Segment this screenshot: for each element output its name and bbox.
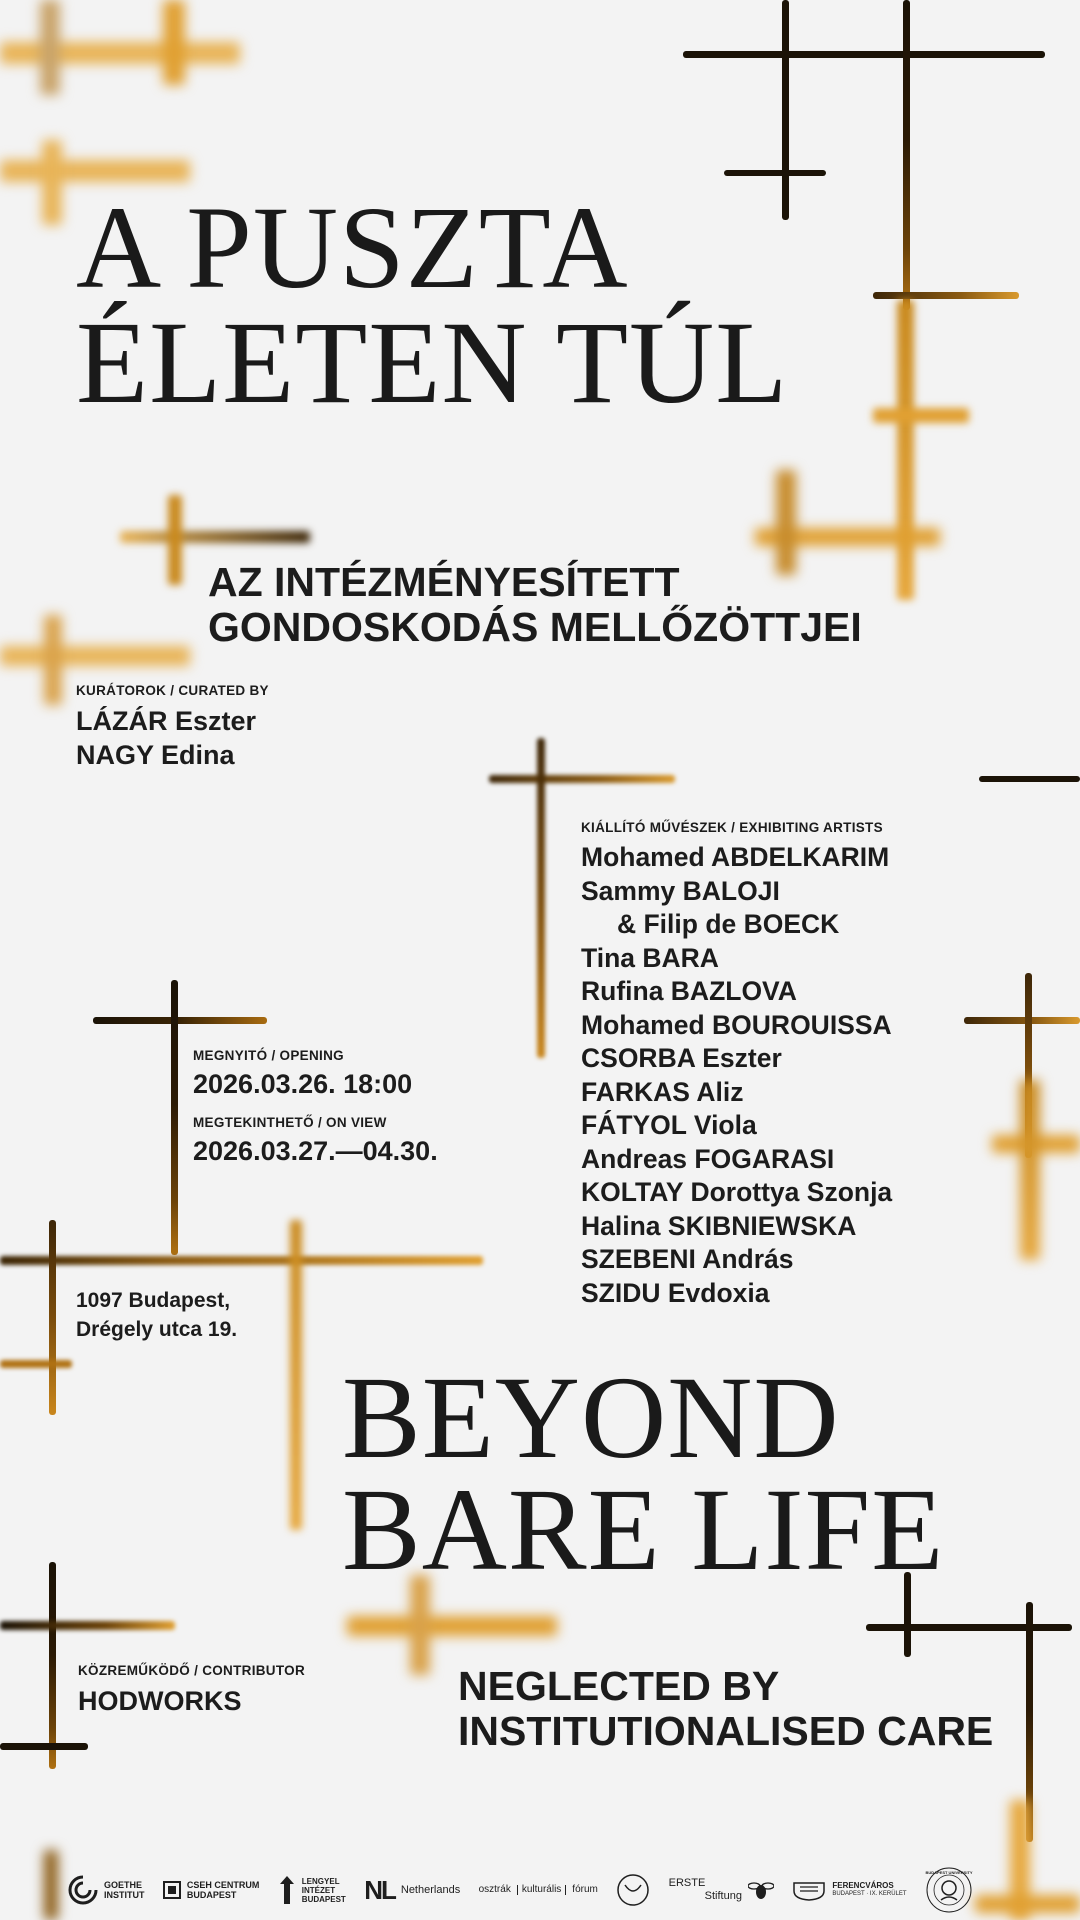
curator-name: LÁZÁR Eszter xyxy=(76,706,257,736)
artists-block xyxy=(581,820,892,1310)
contributor-name: HODWORKS xyxy=(78,1686,242,1716)
bee-icon xyxy=(748,1879,774,1901)
ferencvaros-text: FERENCVÁROS xyxy=(832,1881,894,1890)
goethe-text: INSTITUT xyxy=(104,1890,145,1900)
artist-name: KOLTAY Dorottya Szonja xyxy=(581,1177,893,1207)
cross-bar xyxy=(0,1621,175,1630)
artist-name: Mohamed ABDELKARIM xyxy=(581,842,890,872)
address-line: Drégely utca 19. xyxy=(76,1318,238,1341)
netherlands-text: Netherlands xyxy=(400,1884,461,1896)
subtitle-english-line: INSTITUTIONALISED CARE xyxy=(458,1708,994,1754)
cross-bar xyxy=(975,1895,1080,1913)
cross-bar xyxy=(42,140,62,225)
on-view-dates: 2026.03.27.—04.30. xyxy=(193,1136,438,1166)
goethe-text: GOETHE xyxy=(104,1880,143,1890)
cross-bar xyxy=(537,738,545,1058)
erste-text: ERSTE xyxy=(668,1877,706,1889)
title-hungarian-line: ÉLETEN TÚL xyxy=(76,297,789,428)
artist-name: SZEBENI András xyxy=(581,1244,794,1274)
cross-bar xyxy=(0,42,240,64)
polish-institute-logo xyxy=(278,1874,346,1906)
cross-bar xyxy=(171,980,178,1255)
dates-block xyxy=(193,1048,438,1182)
artist-name: FARKAS Aliz xyxy=(581,1076,744,1107)
university-seal-icon xyxy=(925,1866,973,1914)
goethe-icon xyxy=(68,1875,98,1905)
cross-bar xyxy=(0,1743,88,1750)
czech-centre-icon xyxy=(163,1881,181,1899)
address-block xyxy=(76,1286,237,1344)
title-hungarian-line: A PUSZTA xyxy=(76,182,629,313)
contributor-label: KÖZREMŰKÖDŐ / CONTRIBUTOR xyxy=(78,1663,305,1678)
cross-bar xyxy=(290,1220,302,1530)
cross-bar xyxy=(964,1017,1080,1024)
austrian-cultural-forum-logo xyxy=(479,1885,598,1895)
czech-centre-text: BUDAPEST xyxy=(186,1890,237,1900)
netherlands-logo xyxy=(364,1877,460,1903)
goethe-logo xyxy=(68,1875,145,1905)
artist-name: Sammy BALOJI xyxy=(581,875,780,906)
address-line: 1097 Budapest, xyxy=(76,1289,231,1312)
opening-date: 2026.03.26. 18:00 xyxy=(193,1069,413,1099)
ferencvaros-logo xyxy=(792,1879,906,1901)
czech-centre-logo xyxy=(163,1880,260,1900)
cross-bar xyxy=(903,0,910,310)
cross-bar xyxy=(163,0,185,85)
on-view-label: MEGTEKINTHETŐ / ON VIEW xyxy=(193,1115,387,1130)
polish-institute-text: BUDAPEST xyxy=(301,1894,346,1904)
cross-bar xyxy=(40,0,60,95)
contributor-block xyxy=(78,1663,305,1718)
subtitle-english-line: NEGLECTED BY xyxy=(458,1663,780,1709)
title-english xyxy=(342,1352,945,1595)
cross-bar xyxy=(0,1256,483,1265)
university-seal-logo xyxy=(925,1866,973,1914)
cross-bar xyxy=(873,408,969,423)
subtitle-hungarian-line: GONDOSKODÁS MELLŐZÖTTJEI xyxy=(208,604,862,650)
opening-label: MEGNYITÓ / OPENING xyxy=(193,1048,344,1063)
circle-m-icon xyxy=(616,1873,650,1907)
austrian-text: fórum xyxy=(572,1884,598,1895)
erste-text: Stiftung xyxy=(704,1890,742,1902)
cross-bar xyxy=(897,300,914,600)
netherlands-mark: NL xyxy=(364,1875,395,1905)
erste-stiftung-logo xyxy=(669,1877,774,1903)
polish-institute-icon xyxy=(278,1874,296,1906)
cross-bar xyxy=(44,1850,58,1920)
cross-bar xyxy=(489,775,675,783)
cross-bar xyxy=(979,776,1080,782)
polish-institute-text: INTÉZET xyxy=(301,1885,336,1895)
cross-bar xyxy=(0,1360,72,1368)
cross-bar xyxy=(1020,1080,1040,1260)
czech-centre-text: CSEH CENTRUM xyxy=(186,1880,260,1890)
subtitle-hungarian-line: AZ INTÉZMÉNYESÍTETT xyxy=(208,559,680,605)
artist-name: SZIDU Evdoxia xyxy=(581,1277,770,1308)
ferencvaros-text: BUDAPEST · IX. KERÜLET xyxy=(832,1891,907,1897)
title-english-line: BARE LIFE xyxy=(342,1464,945,1595)
artists-label: KIÁLLÍTÓ MŰVÉSZEK / EXHIBITING ARTISTS xyxy=(581,820,883,835)
coat-of-arms-icon xyxy=(792,1879,826,1901)
austrian-text: kulturális xyxy=(517,1885,566,1895)
curators-block xyxy=(76,683,269,772)
subtitle-hungarian xyxy=(208,560,862,650)
sponsor-logos xyxy=(68,1864,973,1916)
polish-institute-text: LENGYEL xyxy=(301,1876,340,1886)
title-hungarian xyxy=(76,182,789,428)
artist-name: Andreas FOGARASI xyxy=(581,1143,835,1174)
cross-bar xyxy=(347,1616,557,1636)
cross-bar xyxy=(49,1562,56,1769)
cross-bar xyxy=(49,1220,56,1415)
artist-name: Halina SKIBNIEWSKA xyxy=(581,1210,857,1241)
cross-bar xyxy=(0,160,190,182)
cross-bar xyxy=(873,292,1019,299)
cross-bar xyxy=(683,51,1045,58)
curators-label: KURÁTOROK / CURATED BY xyxy=(76,683,269,698)
subtitle-english xyxy=(458,1664,993,1754)
circle-logo xyxy=(616,1873,650,1907)
austrian-text: osztrák xyxy=(478,1884,511,1895)
seal-text: BUDAPEST UNIVERSITY xyxy=(925,1870,973,1875)
cross-bar xyxy=(724,170,826,176)
artist-name: Rufina BAZLOVA xyxy=(581,976,797,1006)
cross-bar xyxy=(782,0,789,220)
cross-bar xyxy=(0,646,190,666)
artist-name: & Filip de BOECK xyxy=(617,909,840,939)
cross-bar xyxy=(93,1017,267,1024)
artist-name: Tina BARA xyxy=(581,942,719,973)
artist-name: Mohamed BOUROUISSA xyxy=(581,1009,892,1040)
artist-name: FÁTYOL Viola xyxy=(581,1110,757,1140)
cross-bar xyxy=(44,615,62,705)
curator-name: NAGY Edina xyxy=(76,740,235,770)
title-english-line: BEYOND xyxy=(342,1352,840,1483)
cross-bar xyxy=(120,531,310,543)
cross-bar xyxy=(866,1624,1072,1631)
cross-bar xyxy=(168,495,182,585)
artist-name: CSORBA Eszter xyxy=(581,1043,782,1073)
